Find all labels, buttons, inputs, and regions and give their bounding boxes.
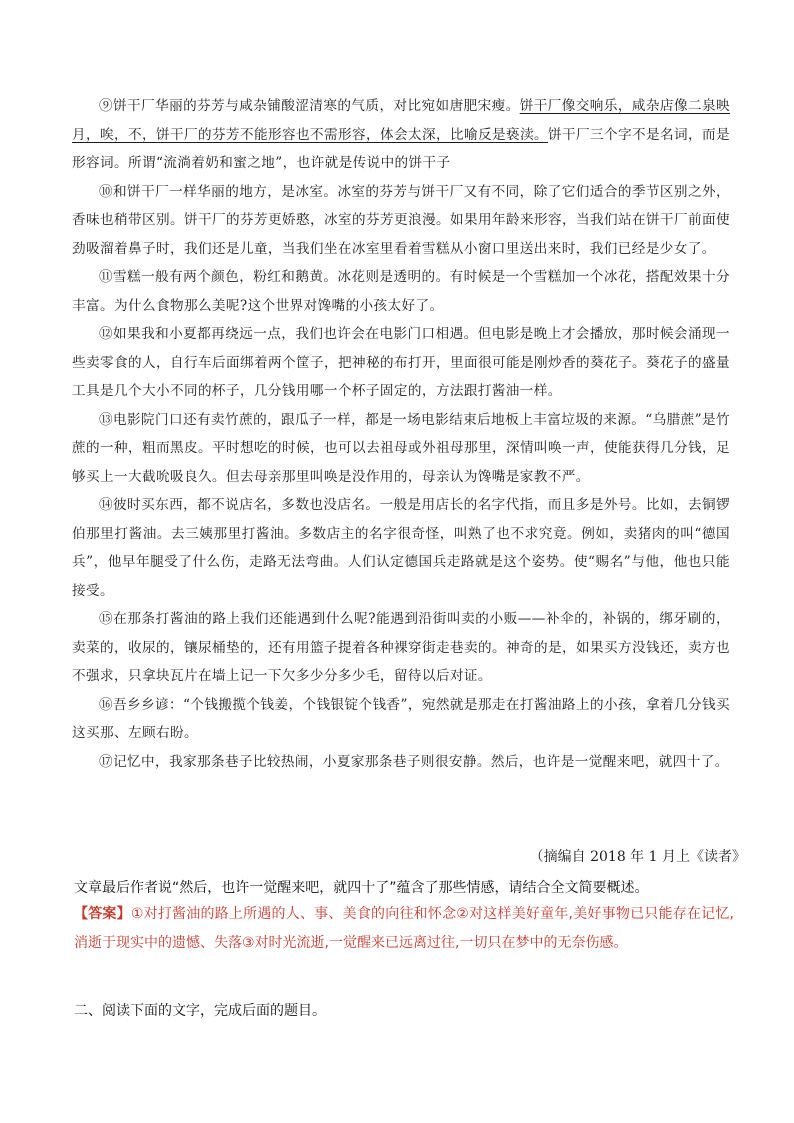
- question-text: 文章最后作者说“然后，也许一觉醒来吧，就四十了”蕴含了那些情感，请结合全文简要概述。: [74, 880, 649, 896]
- paragraph-9-underlined: 饼干厂像交响乐，咸杂店像二泉映月，唉，不，饼干厂的芬芳不能形容也不需形容，体会太深，比喻反是亵渎。: [72, 98, 731, 143]
- paragraph-9: [72, 92, 730, 178]
- essay-body: [72, 92, 730, 776]
- source-citation: （摘编自 2018 年 1 月上《读者》: [529, 849, 746, 865]
- section-heading: 二、阅读下面的文字，完成后面的题目。: [74, 1003, 326, 1019]
- paragraph-9-part-1: ⑨饼干厂华丽的芬芳与咸杂铺酸涩清寒的气质，对比宛如唐肥宋瘦。: [99, 98, 520, 114]
- paragraph-15: ⑮在那条打酱油的路上我们还能遇到什么呢?能遇到沿街叫卖的小贩——补伞的，补锅的，绑牙刷的，卖菜的，收尿的，镶尿桶垫的，还有用篮子提着各种裸穿街走巷卖的。神奇的是，如果买方没钱还，卖方也不强求，只拿块瓦片在墙上记一下欠多少分多少毛，留待以后对证。: [72, 611, 730, 684]
- answer-tag: 【答案】: [74, 906, 131, 922]
- paragraph-10: ⑩和饼干厂一样华丽的地方，是冰室。冰室的芬芳与饼干厂又有不同，除了它们适合的季节区别之外，香味也稍带区别。饼干厂的芬芳更娇憨，冰室的芬芳更浪漫。如果用年龄来形容，当我们站在饼干厂前面使劲吸溜着鼻子时，我们还是儿童，当我们坐在冰室里看着雪糕从小窗口里送出来时，我们已经是少女了。: [72, 183, 730, 257]
- paragraph-9-part-3: 饼干厂三个字不是名词，而是形容词。所谓“流淌着奶和蜜之地”，也许就是传说中的饼干子: [72, 126, 730, 171]
- paragraph-17: ⑰记忆中，我家那条巷子比较热闹，小夏家那条巷子则很安静。然后，也许是一觉醒来吧，就四十了。: [99, 753, 729, 770]
- answer-text: ①对打酱油的路上所遇的人、事、美食的向往和怀念②对这样美好童年,美好事物已只能存在记忆,消逝于现实中的遗憾、失落③对时光流逝,一觉醒来已远离过往,一切只在梦中的无奈伤感。: [74, 906, 735, 951]
- paragraph-11: ⑪雪糕一般有两个颜色，粉红和鹅黄。冰花则是透明的。有时候是一个雪糕加一个冰花，搭配效果十分丰富。为什么食物那么美呢?这个世界对馋嘴的小孩太好了。: [72, 269, 730, 314]
- paragraph-12: ⑫如果我和小夏都再绕远一点，我们也许会在电影门口相遇。但电影是晚上才会播放，那时候会涌现一些卖零食的人，自行车后面绑着两个筐子，把神秘的布打开，里面很可能是刚炒香的葵花子。葵花子的盛量工具是几个大小不同的杯子，几分钱用哪一个杯子固定的，方法跟打酱油一样。: [72, 326, 730, 399]
- paragraph-14: ⑭彼时买东西，都不说店名，多数也没店名。一般是用店长的名字代指，而且多是外号。比如，去铜锣伯那里打酱油。去三姨那里打酱油。多数店主的名字很奇怪，叫熟了也不求究竟。例如，卖猪肉的叫“德国兵”，他早年腿受了什么伤，走路无法弯曲。人们认定德国兵走路就是这个姿势。使“赐名”与他，他也只能接受。: [72, 497, 730, 599]
- paragraph-16: ⑯吾乡乡谚：“个钱搬揽个钱姜，个钱银锭个钱香”，宛然就是那走在打酱油路上的小孩，拿着几分钱买这买那、左顾右盼。: [72, 696, 730, 741]
- paragraph-13: ⑬电影院门口还有卖竹蔗的，跟瓜子一样，都是一场电影结束后地板上丰富垃圾的来源。“乌腊蔗”是竹蔗的一种，粗而黑皮。平时想吃的时候，也可以去祖母或外祖母那里，深情叫唤一声，使能获得几分钱，足够买上一大截吮吸良久。但去母亲那里叫唤是没作用的，母亲认为馋嘴是家教不严。: [72, 411, 730, 485]
- answer-block: [74, 900, 734, 958]
